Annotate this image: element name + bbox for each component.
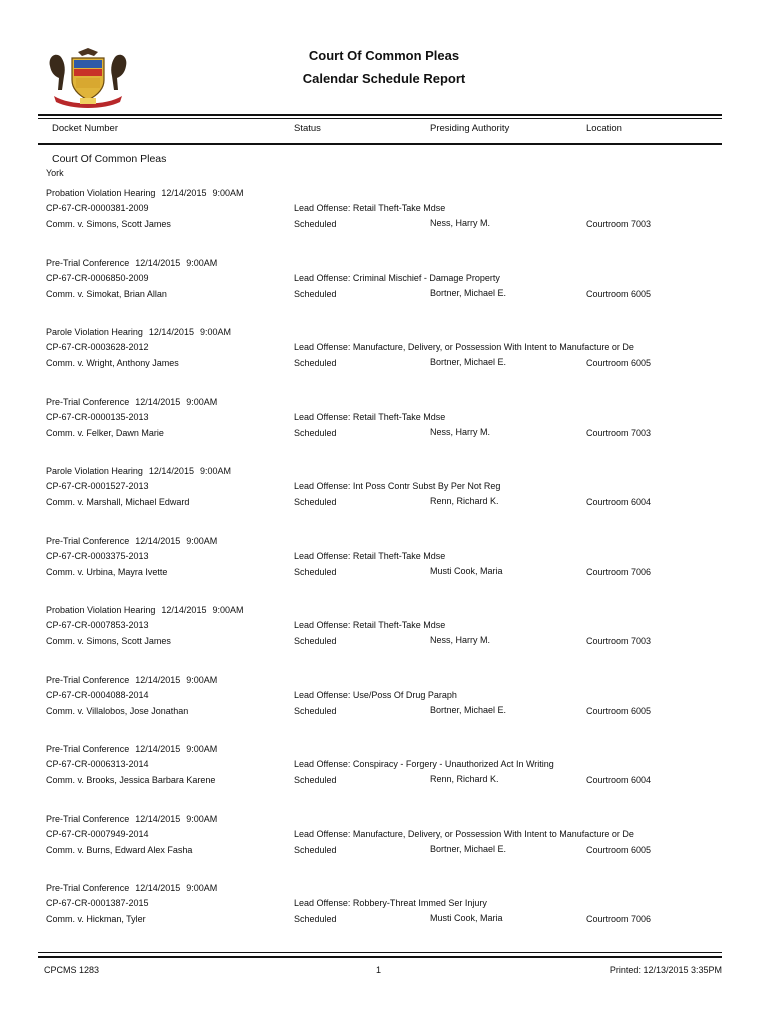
entry-date: 12/14/2015 — [148, 327, 194, 337]
entry-docket-number: CP-67-CR-0001527-2013 — [46, 481, 149, 491]
court-title: Court Of Common Pleas — [308, 48, 460, 63]
entry-time: 9:00AM — [186, 396, 218, 407]
entry-event: Parole Violation Hearing — [46, 327, 143, 337]
entry-event-line — [46, 258, 217, 268]
entry-presiding-authority: Bortner, Michael E. — [430, 704, 507, 715]
entry-date: 12/14/2015 — [161, 605, 207, 615]
entry-time: 9:00AM — [186, 883, 218, 893]
entry-time: 9:00AM — [186, 674, 218, 685]
calendar-entry — [0, 466, 768, 526]
entry-case-caption: Comm. v. Urbina, Mayra Ivette — [46, 566, 168, 577]
entry-docket-number: CP-67-CR-0006313-2014 — [46, 759, 149, 769]
entry-docket-number: CP-67-CR-0003375-2013 — [46, 550, 149, 561]
calendar-entry — [0, 327, 768, 387]
entry-event-line — [46, 188, 243, 198]
entry-presiding-authority: Musti Cook, Maria — [430, 565, 503, 576]
entry-status: Scheduled — [294, 497, 337, 507]
column-header-status: Status — [294, 123, 321, 134]
entry-lead-offense: Lead Offense: Retail Theft-Take Mdse — [294, 550, 446, 561]
entry-location: Courtroom 6005 — [586, 358, 652, 368]
entry-case-caption: Comm. v. Simons, Scott James — [46, 219, 171, 229]
entry-docket-number: CP-67-CR-0007949-2014 — [46, 828, 149, 839]
calendar-entry — [0, 883, 768, 943]
entry-date: 12/14/2015 — [135, 257, 181, 268]
entry-presiding-authority: Bortner, Michael E. — [430, 287, 507, 298]
entry-lead-offense: Lead Offense: Use/Poss Of Drug Paraph — [294, 689, 457, 700]
entry-presiding-authority: Musti Cook, Maria — [430, 913, 503, 923]
entry-location: Courtroom 6004 — [586, 497, 652, 507]
entry-status: Scheduled — [294, 914, 337, 924]
entry-docket-number: CP-67-CR-0004088-2014 — [46, 689, 149, 700]
entry-event-line — [46, 397, 217, 407]
entry-date: 12/14/2015 — [135, 813, 181, 824]
entry-location: Courtroom 6005 — [586, 288, 652, 299]
column-header-location: Location — [586, 123, 622, 134]
entry-lead-offense: Lead Offense: Conspiracy - Forgery - Unauthorized Act In Writing — [294, 759, 554, 769]
entry-docket-number: CP-67-CR-0007853-2013 — [46, 620, 149, 630]
entry-event-line — [46, 675, 217, 685]
entry-lead-offense: Lead Offense: Manufacture, Delivery, or Possession With Intent to Manufacture or De — [294, 342, 634, 352]
entry-time: 9:00AM — [186, 535, 218, 546]
entry-event: Pre-Trial Conference — [46, 813, 130, 824]
footer-printed-timestamp: Printed: 12/13/2015 3:35PM — [609, 965, 722, 975]
entry-event: Parole Violation Hearing — [46, 466, 143, 476]
entry-location: Courtroom 7003 — [586, 219, 652, 229]
entry-docket-number: CP-67-CR-0000135-2013 — [46, 411, 149, 422]
entry-docket-number: CP-67-CR-0006850-2009 — [46, 272, 149, 283]
entry-case-caption: Comm. v. Brooks, Jessica Barbara Karene — [46, 775, 216, 785]
entry-time: 9:00AM — [186, 813, 218, 824]
entry-case-caption: Comm. v. Simokat, Brian Allan — [46, 288, 167, 299]
entry-status: Scheduled — [294, 844, 337, 855]
entry-status: Scheduled — [294, 775, 337, 785]
entry-event: Probation Violation Hearing — [46, 605, 156, 615]
entry-lead-offense: Lead Offense: Robbery-Threat Immed Ser Injury — [294, 898, 487, 908]
header-top-rule-thin — [38, 118, 722, 119]
calendar-entry — [0, 814, 768, 874]
footer-page-number: 1 — [376, 965, 382, 975]
entry-event-line — [46, 744, 217, 754]
entry-time: 9:00AM — [199, 466, 231, 476]
entry-date: 12/14/2015 — [135, 396, 181, 407]
entry-location: Courtroom 7003 — [586, 427, 652, 438]
report-title: Calendar Schedule Report — [302, 71, 466, 86]
entry-lead-offense: Lead Offense: Manufacture, Delivery, or Possession With Intent to Manufacture or De — [294, 828, 634, 839]
entry-event-line — [46, 536, 217, 546]
entry-docket-number: CP-67-CR-0001387-2015 — [46, 898, 149, 908]
footer-rule-thick — [38, 956, 722, 958]
calendar-entry — [0, 258, 768, 318]
entry-location: Courtroom 6005 — [586, 705, 652, 716]
entry-presiding-authority: Renn, Richard K. — [430, 496, 499, 506]
calendar-entry — [0, 397, 768, 457]
section-court: Court Of Common Pleas — [52, 153, 167, 165]
entry-location: Courtroom 7003 — [586, 636, 652, 646]
entry-lead-offense: Lead Offense: Retail Theft-Take Mdse — [294, 411, 446, 422]
entry-time: 9:00AM — [186, 257, 218, 268]
entry-location: Courtroom 6005 — [586, 844, 652, 855]
header-top-rule — [38, 114, 722, 116]
entry-date: 12/14/2015 — [148, 466, 194, 476]
calendar-entry — [0, 744, 768, 804]
entry-time: 9:00AM — [212, 605, 244, 615]
entry-date: 12/14/2015 — [135, 535, 181, 546]
entry-time: 9:00AM — [186, 744, 218, 754]
entry-event: Probation Violation Hearing — [46, 188, 156, 198]
entry-location: Courtroom 7006 — [586, 914, 652, 924]
entry-event: Pre-Trial Conference — [46, 883, 130, 893]
calendar-entry — [0, 675, 768, 735]
entry-case-caption: Comm. v. Simons, Scott James — [46, 636, 171, 646]
entry-presiding-authority: Bortner, Michael E. — [430, 843, 507, 854]
entry-case-caption: Comm. v. Wright, Anthony James — [46, 358, 179, 368]
entry-lead-offense: Lead Offense: Retail Theft-Take Mdse — [294, 620, 446, 630]
entry-status: Scheduled — [294, 219, 337, 229]
entry-case-caption: Comm. v. Hickman, Tyler — [46, 914, 146, 924]
entry-location: Courtroom 7006 — [586, 566, 652, 577]
calendar-entry — [0, 605, 768, 665]
entry-status: Scheduled — [294, 358, 337, 368]
entry-status: Scheduled — [294, 705, 337, 716]
entry-date: 12/14/2015 — [135, 674, 181, 685]
entry-event-line — [46, 814, 217, 824]
entry-lead-offense: Lead Offense: Int Poss Contr Subst By Per Not Reg — [294, 481, 501, 491]
calendar-entry — [0, 188, 768, 248]
entry-case-caption: Comm. v. Burns, Edward Alex Fasha — [46, 844, 193, 855]
entry-presiding-authority: Ness, Harry M. — [430, 218, 491, 228]
entry-event-line — [46, 605, 243, 615]
column-header-docket: Docket Number — [52, 123, 118, 134]
entry-event: Pre-Trial Conference — [46, 396, 130, 407]
calendar-entry — [0, 536, 768, 596]
footer-form-id: CPCMS 1283 — [44, 965, 100, 975]
entry-presiding-authority: Renn, Richard K. — [430, 774, 499, 784]
entry-date: 12/14/2015 — [161, 188, 207, 198]
entry-location: Courtroom 6004 — [586, 775, 652, 785]
entry-status: Scheduled — [294, 566, 337, 577]
entry-docket-number: CP-67-CR-0000381-2009 — [46, 203, 149, 213]
entry-presiding-authority: Bortner, Michael E. — [430, 357, 507, 367]
entry-event: Pre-Trial Conference — [46, 535, 130, 546]
entry-case-caption: Comm. v. Marshall, Michael Edward — [46, 497, 190, 507]
entry-lead-offense: Lead Offense: Retail Theft-Take Mdse — [294, 203, 446, 213]
entry-event-line — [46, 883, 217, 893]
entry-lead-offense: Lead Offense: Criminal Mischief - Damage Property — [294, 272, 500, 283]
entry-status: Scheduled — [294, 427, 337, 438]
header-bottom-rule — [38, 143, 722, 145]
entry-event: Pre-Trial Conference — [46, 744, 130, 754]
entry-date: 12/14/2015 — [135, 744, 181, 754]
entry-event: Pre-Trial Conference — [46, 674, 130, 685]
column-header-authority: Presiding Authority — [430, 123, 510, 134]
entry-event-line — [46, 466, 231, 476]
entry-time: 9:00AM — [212, 188, 244, 198]
entry-event-line — [46, 327, 231, 337]
section-county: York — [46, 168, 64, 178]
entry-presiding-authority: Ness, Harry M. — [430, 426, 491, 437]
entry-case-caption: Comm. v. Villalobos, Jose Jonathan — [46, 705, 189, 716]
entry-event: Pre-Trial Conference — [46, 257, 130, 268]
entry-status: Scheduled — [294, 636, 337, 646]
entry-docket-number: CP-67-CR-0003628-2012 — [46, 342, 149, 352]
entry-case-caption: Comm. v. Felker, Dawn Marie — [46, 427, 164, 438]
entry-date: 12/14/2015 — [135, 883, 181, 893]
entry-status: Scheduled — [294, 288, 337, 299]
entry-time: 9:00AM — [199, 327, 231, 337]
entry-presiding-authority: Ness, Harry M. — [430, 635, 491, 645]
footer-rule — [38, 952, 722, 953]
